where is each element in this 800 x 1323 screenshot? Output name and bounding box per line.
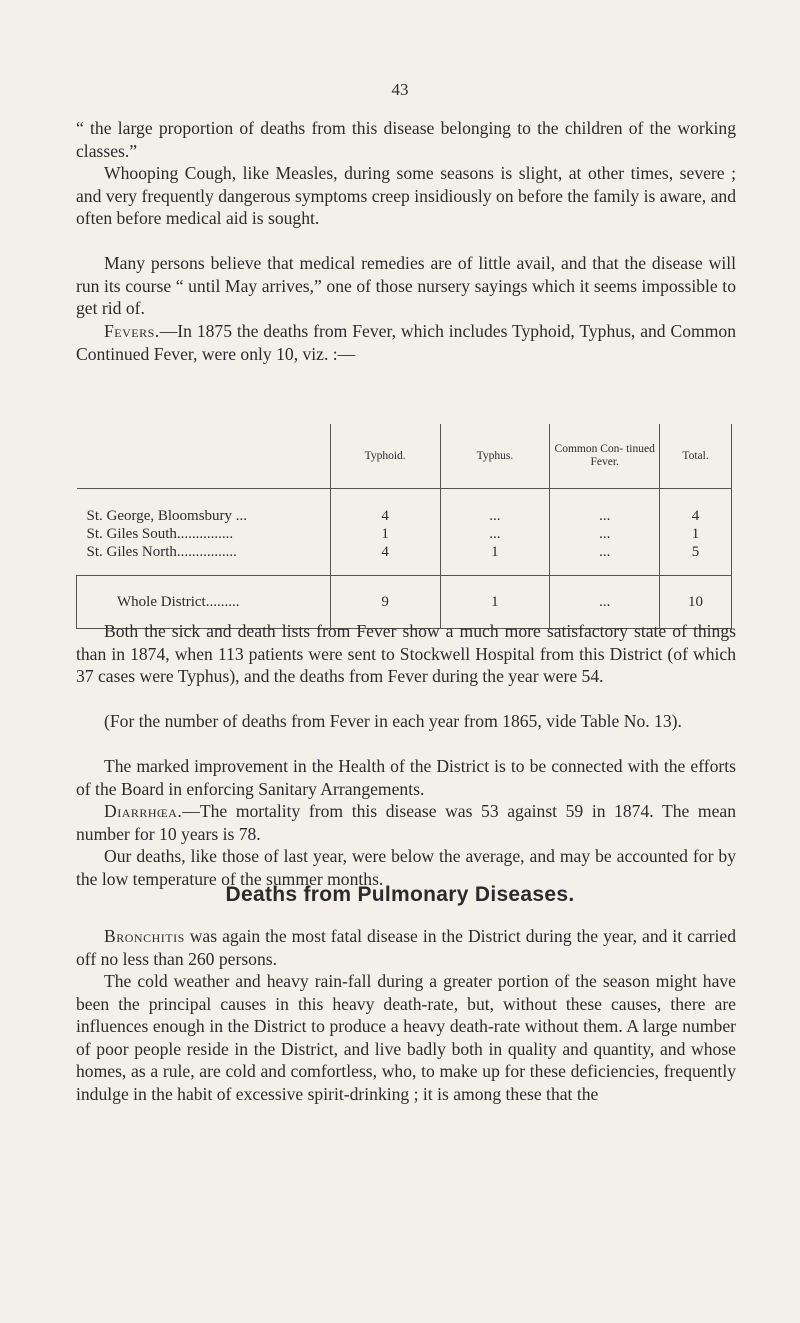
section-heading: Deaths from Pulmonary Diseases.	[225, 883, 575, 906]
table-row	[77, 489, 732, 526]
fevers-text: —In 1875 the deaths from Fever, which includes Typhoid, Typhus, and Common Continued Fever, were only 10, viz. :—	[76, 321, 736, 364]
cell-typhus: 1	[440, 543, 550, 576]
row-label: St. George, Bloomsbury ...	[86, 507, 248, 524]
bronchitis-lead: Bronchitis	[104, 926, 185, 946]
paragraph-sick-lists: Both the sick and death lists from Fever show a much more satisfactory state of things than in 1874, when 113 patients were sent to Stockwell Hospital from this District (of which 37 cases were Typhus), and the deaths from Fever during the year were 54.	[76, 621, 736, 686]
row-label: Whole District.........	[77, 576, 331, 629]
header-district	[77, 424, 331, 489]
paragraph-improvement: The marked improvement in the Health of the District is to be connected with the efforts of the Board in enforcing Sanitary Arrangements.	[76, 756, 736, 799]
header-total: Total.	[660, 424, 732, 489]
paragraph-diarrhoea	[76, 800, 736, 845]
cell-common: ...	[550, 489, 660, 526]
cell-common: ...	[550, 543, 660, 576]
paragraph-whooping-cough: Whooping Cough, like Measles, during some seasons is slight, at other times, severe ; and very frequently dangerous symptoms creep insidiously on before the family is aware, and often before medical aid is sought.	[76, 163, 736, 228]
diarrhoea-text: —The mortality from this disease was 53 against 59 in 1874. The mean number for 10 years is 78.	[76, 801, 736, 844]
cell-total: 1	[660, 525, 732, 543]
paragraph-remedies: Many persons believe that medical remedies are of little avail, and that the disease will run its course “ until May arrives,” one of those nursery sayings which it seems impossible to get rid of.	[76, 253, 736, 318]
paragraph-cold-weather: The cold weather and heavy rain-fall during a greater portion of the season might have been the principal causes in this heavy death-rate, but, without these causes, there are influences enough in the District to produce a heavy death-rate without them. A large number of poor people reside in the District, and live badly both in quality and quantity, and whose homes, as a rule, are cold and comfortless, who, to make up for these deficiencies, frequently indulge in the habit of excessive spirit-drinking ; it is among these that the	[76, 971, 736, 1104]
cell-typhus: 1	[440, 576, 550, 629]
row-label: St. Giles South...............	[86, 525, 234, 542]
cell-typhoid: 4	[330, 543, 440, 576]
cell-typhoid: 9	[330, 576, 440, 629]
fever-deaths-table	[76, 424, 732, 629]
row-label: St. Giles North................	[86, 543, 237, 560]
cell-typhoid: 4	[330, 489, 440, 526]
paragraph-our-deaths: Our deaths, like those of last year, were below the average, and may be accounted for by the low temperature of the summer months.	[76, 846, 736, 889]
paragraph-bronchitis	[76, 925, 736, 970]
header-typhoid: Typhoid.	[330, 424, 440, 489]
cell-typhus: ...	[440, 525, 550, 543]
cell-total: 4	[660, 489, 732, 526]
cell-typhoid: 1	[330, 525, 440, 543]
cell-common: ...	[550, 576, 660, 629]
paragraph-fevers	[76, 320, 736, 365]
cell-total: 5	[660, 543, 732, 576]
header-common-continued-fever: Common Con- tinued Fever.	[550, 424, 660, 489]
diarrhoea-lead: Diarrhœa.	[104, 801, 183, 821]
paragraph-quote-end: “ the large proportion of deaths from this disease belonging to the children of the working classes.”	[76, 118, 736, 161]
cell-typhus: ...	[440, 489, 550, 526]
paragraph-table-reference: (For the number of deaths from Fever in each year from 1865, vide Table No. 13).	[104, 711, 682, 731]
fevers-lead: Fevers.	[104, 321, 160, 341]
table-row	[77, 543, 732, 576]
cell-common: ...	[550, 525, 660, 543]
header-typhus: Typhus.	[440, 424, 550, 489]
cell-total: 10	[660, 576, 732, 629]
page-number: 43	[391, 80, 409, 99]
table-header-row	[77, 424, 732, 489]
bronchitis-text: was again the most fatal disease in the District during the year, and it carried off no less than 260 persons.	[76, 926, 736, 969]
table-row	[77, 525, 732, 543]
